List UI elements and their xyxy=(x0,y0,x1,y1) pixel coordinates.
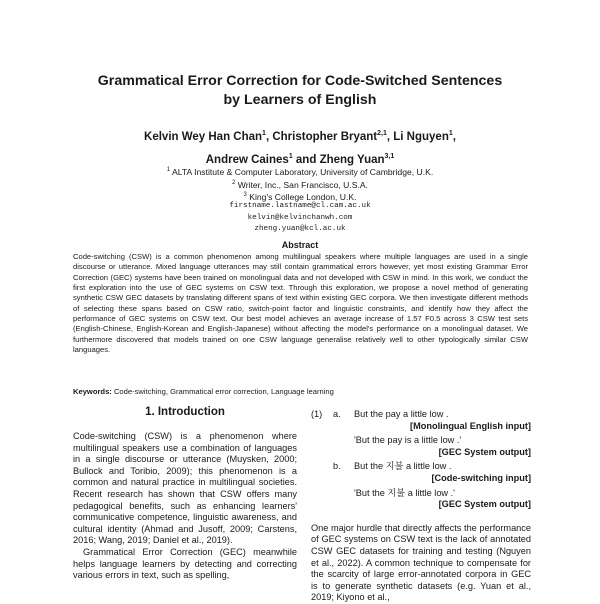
author-name: Christopher Bryant xyxy=(272,130,378,143)
example-input: But the 지불 a little low . xyxy=(354,461,452,472)
affiliation-line xyxy=(60,165,540,178)
author-name: Andrew Caines xyxy=(205,153,289,166)
title-line-1: Grammatical Error Correction for Code-Switched Sentences xyxy=(97,73,503,89)
keywords-label: Keywords: xyxy=(73,387,112,396)
example-row xyxy=(311,435,531,447)
author-separator: , xyxy=(452,130,456,143)
author-affil-sup: 1 xyxy=(288,152,293,160)
example-output-tag: [GEC System output] xyxy=(438,446,531,457)
affiliation-line xyxy=(60,178,540,191)
author-name: Li Nguyen xyxy=(393,130,449,143)
example-input-tag: [Monolingual English input] xyxy=(410,420,531,431)
example-input: But the pay a little low . xyxy=(354,409,449,419)
abstract-heading: Abstract xyxy=(281,240,319,250)
keywords-text: Code-switching, Grammatical error correction, Language learning xyxy=(113,387,334,396)
author-separator: , xyxy=(386,130,394,143)
email-address[interactable]: zheng.yuan@kcl.ac.uk xyxy=(254,225,346,233)
example-input-tag: [Code-switching input] xyxy=(431,472,531,483)
author-list xyxy=(60,124,540,170)
abstract-text: Code-switching (CSW) is a common phenomenon among multilingual speakers where multiple languages are used in a single discourse or utterance. Mixed language utterances may still contain grammatical errors however, yet most existing Grammar Error Correction (GEC) systems have been trained on monolingual data and not developed with CSW in mind. In this work, we conduct the first exploration into the use of GEC systems on CSW text. Through this exploration, we propose a novel method of generating synthetic CSW GEC datasets by translating different spans of text within existing GEC corpora. We then investigate different methods of selecting these spans based on CSW ratio, switch-point factor and linguistic constraints, and identify how they affect the performance of GEC systems on CSW text. Our best model achieves an average increase of 1.57 F0.5 across 3 CSW test sets (English-Chinese, English-Korean and English-Japanese) without affecting the model's performance on a monolingual dataset. We furthermore discovered that models trained on one CSW language generalise relatively well to other typologically similar CSW languages. xyxy=(73,252,528,355)
email-address[interactable]: firstname.lastname@cl.cam.ac.uk xyxy=(229,202,371,210)
author-separator: , xyxy=(265,130,273,143)
section-heading-introduction: 1. Introduction xyxy=(145,406,225,418)
author-name: Kelvin Wey Han Chan xyxy=(144,130,263,143)
author-affil-sup: 1 xyxy=(262,130,266,137)
email-address[interactable]: kelvin@kelvinchanwh.com xyxy=(247,213,353,222)
example-letter: a. xyxy=(333,409,341,419)
affiliation-text: ALTA Institute & Computer Laboratory, University of Cambridge, U.K. xyxy=(172,166,434,177)
example-row xyxy=(311,409,531,421)
title-line-2: by Learners of English xyxy=(223,92,377,108)
affiliation-text: King's College London, U.K. xyxy=(249,192,357,203)
keywords-line xyxy=(73,387,528,396)
example-letter: b. xyxy=(333,461,341,472)
example-number: (1) xyxy=(311,409,323,419)
author-line-1 xyxy=(60,124,540,147)
left-column xyxy=(73,431,297,582)
example-row xyxy=(311,461,531,473)
author-separator: and xyxy=(292,153,320,166)
affiliation-text: Writer, Inc., San Francisco, U.S.A. xyxy=(237,179,368,190)
right-paragraph: One major hurdle that directly affects the performance of GEC systems on CSW text is the lack of annotated CSW GEC datasets for training and testing (Nguyen et al., 2022). A common technique to compensate for the scarcity of large error-annotated corpora in GEC is to generate synthetic datasets (e.g. Yuan et al., 2019; Kiyono et al., xyxy=(311,522,531,603)
affiliation-sup: 3 xyxy=(243,192,247,199)
example-output: 'But the pay is a little low .' xyxy=(354,435,462,446)
affiliation-sup: 2 xyxy=(232,179,236,186)
example-output: 'But the 지불 a little low .' xyxy=(354,487,455,498)
affiliation-list xyxy=(60,165,540,203)
author-affil-sup: 3,1 xyxy=(384,152,395,160)
author-affil-sup: 2,1 xyxy=(377,130,387,137)
author-name: Zheng Yuan xyxy=(319,153,385,166)
paper-title xyxy=(60,72,540,110)
intro-paragraph-2: Grammatical Error Correction (GEC) meanwhile helps language learners by detecting and correcting various errors in text, such as spelling, xyxy=(73,546,297,581)
author-affil-sup: 1 xyxy=(448,130,453,137)
email-list xyxy=(60,201,540,236)
intro-paragraph-1: Code-switching (CSW) is a phenomenon where multilingual speakers use a combination of languages in a single discourse or utterance (Muysken, 2000; Bullock and Toribio, 2009); this phenomenon is a common and natural practice in multilingual societies. Recent research has shown that CSW offers many pedagogical benefits, such as enhancing learners' communicative competence, linguistic awareness, and cultural identity (Ahmad and Jusoff, 2009; Carstens, 2016; Wang, 2019; Daniel et al., 2019). xyxy=(73,431,297,546)
example-block xyxy=(311,409,531,511)
right-column xyxy=(311,409,531,604)
affiliation-sup: 1 xyxy=(166,167,171,173)
example-row xyxy=(311,488,531,500)
example-output-tag: [GEC System output] xyxy=(438,499,531,510)
